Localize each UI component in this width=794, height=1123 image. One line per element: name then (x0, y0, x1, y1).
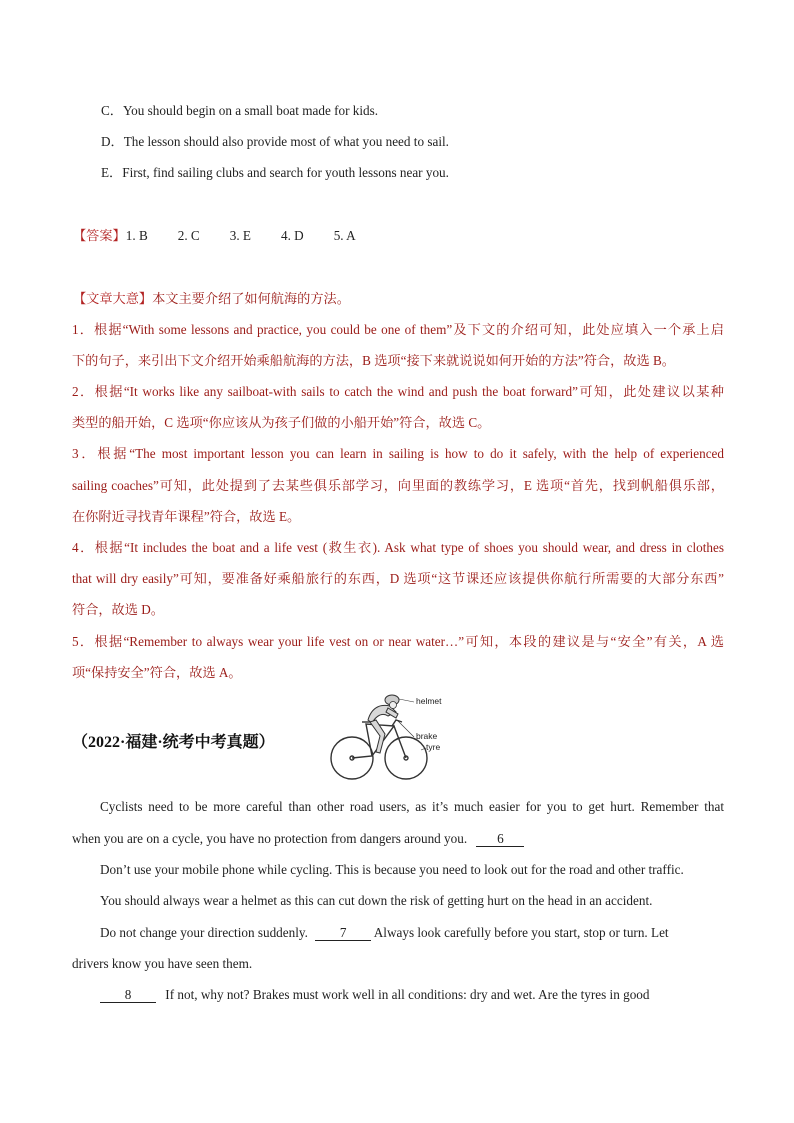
explanation-line: that will dry easily”可知，要准备好乘船旅行的东西，D 选项“这节课还应该提供你航行所需要的大部分东西” (72, 571, 724, 586)
explanation-line: 4．根据“It includes the boat and a life vest (救生衣). Ask what type of shoes you should wear, and dress in clothes (72, 540, 724, 555)
answer-item: 5. A (333, 228, 356, 243)
explanation-line: 2．根据“It works like any sailboat-with sails to catch the wind and push the boat forward”可知，此处建议以某种 (72, 384, 724, 399)
passage-line: Do not change your direction suddenly. 7 Always look carefully before you start, stop or turn. Let (100, 925, 669, 940)
tyre-label: tyre (426, 742, 441, 752)
explanation-line: sailing coaches”可知，此处提到了去某些俱乐部学习，向里面的教练学习，E 选项“首先，找到帆船俱乐部， (72, 478, 724, 493)
cyclist-figure (326, 690, 454, 788)
explanation-line: 下的句子，来引出下文介绍开始乘船航海的方法，B 选项“接下来就说说如何开始的方法”符合，故选 B。 (72, 353, 675, 368)
option-d: D．The lesson should also provide most of what you need to sail. (101, 134, 449, 149)
summary-line (73, 290, 724, 308)
explanation-line: 符合，故选 D。 (72, 602, 164, 617)
answer-label: 【答案】 (73, 228, 126, 243)
option-e: E．First, find sailing clubs and search for youth lessons near you. (101, 165, 449, 180)
explanation-line: 类型的船开始，C 选项“你应该从为孩子们做的小船开始”符合，故选 C。 (72, 415, 491, 430)
explanation-line: 5．根据“Remember to always wear your life vest on or near water…”可知，本段的建议是与“安全”有关，A 选 (72, 634, 724, 649)
explanation-line: 在你附近寻找青年课程”符合，故选 E。 (72, 509, 301, 524)
summary-text: 本文主要介绍了如何航海的方法。 (152, 291, 350, 306)
helmet-label: helmet (416, 696, 442, 706)
brake-label: brake (416, 731, 438, 741)
passage-line: drivers know you have seen them. (72, 956, 253, 971)
passage-line: Cyclists need to be more careful than other road users, as it’s much easier for you to get hurt. Remember that (100, 799, 724, 814)
passage-line: Don’t use your mobile phone while cycling. This is because you need to look out for the road and other traffic. (100, 862, 684, 877)
answer-item: 1. B (125, 228, 148, 243)
answer-item: 4. D (280, 228, 304, 243)
option-c: C．You should begin on a small boat made for kids. (101, 103, 379, 118)
summary-label: 【文章大意】 (73, 291, 153, 306)
passage-line: 8 If not, why not? Brakes must work well in all conditions: dry and wet. Are the tyres in good (100, 986, 724, 1004)
blank-6[interactable]: 6 (476, 831, 524, 847)
section-title: （2022·福建·统考中考真题） (72, 734, 275, 751)
blank-7[interactable]: 7 (315, 925, 371, 941)
answer-line (73, 227, 724, 245)
answer-item: 2. C (177, 228, 200, 243)
passage-line: You should always wear a helmet as this can cut down the risk of getting hurt on the head in an accident. (100, 893, 653, 908)
passage-line: when you are on a cycle, you have no protection from dangers around you. 6 (72, 830, 724, 848)
explanation-line: 项“保持安全”符合，故选 A。 (72, 665, 242, 680)
explanation-line: 1．根据“With some lessons and practice, you could be one of them”及下文的介绍可知，此处应填入一个承上启 (72, 322, 724, 337)
answer-item: 3. E (229, 228, 251, 243)
explanation-line: 3．根据“The most important lesson you can learn in sailing is how to do it safely, with the help of experienced (72, 446, 724, 461)
blank-8[interactable]: 8 (100, 987, 156, 1003)
